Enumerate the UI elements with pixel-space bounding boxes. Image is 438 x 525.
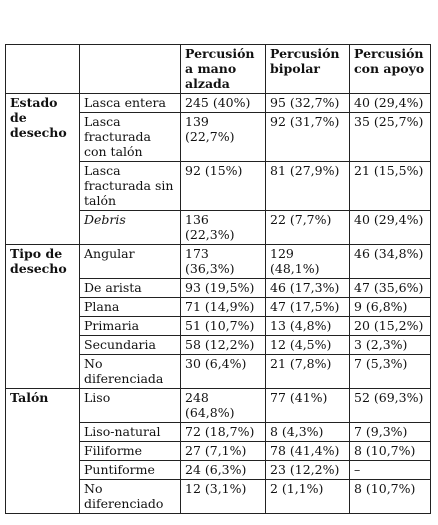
value-cell: 81 (27,9%) bbox=[266, 162, 350, 211]
value-cell: 8 (10,7%) bbox=[350, 480, 431, 514]
row-label: Debris bbox=[80, 211, 181, 245]
value-cell: 78 (41,4%) bbox=[266, 442, 350, 461]
row-label: No diferenciado bbox=[80, 480, 181, 514]
value-cell: 245 (40%) bbox=[181, 94, 266, 113]
value-cell: 93 (19,5%) bbox=[181, 279, 266, 298]
value-cell: 58 (12,2%) bbox=[181, 336, 266, 355]
value-cell: 95 (32,7%) bbox=[266, 94, 350, 113]
value-cell: 12 (3,1%) bbox=[181, 480, 266, 514]
value-cell: 77 (41%) bbox=[266, 389, 350, 423]
value-cell: 129 (48,1%) bbox=[266, 245, 350, 279]
value-cell: 7 (9,3%) bbox=[350, 423, 431, 442]
value-cell: 46 (17,3%) bbox=[266, 279, 350, 298]
row-label: Lasca fracturada con talón bbox=[80, 113, 181, 162]
row-label: Puntiforme bbox=[80, 461, 181, 480]
value-cell: 136 (22,3%) bbox=[181, 211, 266, 245]
row-label: Plana bbox=[80, 298, 181, 317]
value-cell: 92 (15%) bbox=[181, 162, 266, 211]
category-cell: Estado de desecho bbox=[6, 94, 80, 245]
value-cell: 30 (6,4%) bbox=[181, 355, 266, 389]
value-cell: 173 (36,3%) bbox=[181, 245, 266, 279]
data-table bbox=[5, 44, 431, 514]
category-cell: Tipo de desecho bbox=[6, 245, 80, 389]
category-cell: Talón bbox=[6, 389, 80, 514]
value-cell: 8 (4,3%) bbox=[266, 423, 350, 442]
value-cell: 35 (25,7%) bbox=[350, 113, 431, 162]
value-cell: 9 (6,8%) bbox=[350, 298, 431, 317]
row-label: Liso bbox=[80, 389, 181, 423]
value-cell: 13 (4,8%) bbox=[266, 317, 350, 336]
table-row bbox=[6, 245, 431, 279]
value-cell: 139 (22,7%) bbox=[181, 113, 266, 162]
value-cell: 8 (10,7%) bbox=[350, 442, 431, 461]
header-cell-blank-1 bbox=[6, 45, 80, 94]
value-cell: 248 (64,8%) bbox=[181, 389, 266, 423]
row-label: Primaria bbox=[80, 317, 181, 336]
value-cell: 23 (12,2%) bbox=[266, 461, 350, 480]
value-cell: 21 (15,5%) bbox=[350, 162, 431, 211]
value-cell: 12 (4,5%) bbox=[266, 336, 350, 355]
value-cell: 3 (2,3%) bbox=[350, 336, 431, 355]
header-cell-blank-2 bbox=[80, 45, 181, 94]
value-cell: – bbox=[350, 461, 431, 480]
row-label: Lasca fracturada sin talón bbox=[80, 162, 181, 211]
row-label: Filiforme bbox=[80, 442, 181, 461]
value-cell: 92 (31,7%) bbox=[266, 113, 350, 162]
header-cell-bipolar: Percusión bipolar bbox=[266, 45, 350, 94]
value-cell: 51 (10,7%) bbox=[181, 317, 266, 336]
value-cell: 2 (1,1%) bbox=[266, 480, 350, 514]
value-cell: 40 (29,4%) bbox=[350, 94, 431, 113]
value-cell: 40 (29,4%) bbox=[350, 211, 431, 245]
header-cell-mano-alzada: Percusión a mano alzada bbox=[181, 45, 266, 94]
value-cell: 22 (7,7%) bbox=[266, 211, 350, 245]
value-cell: 47 (35,6%) bbox=[350, 279, 431, 298]
row-label: Lasca entera bbox=[80, 94, 181, 113]
row-label: Secundaria bbox=[80, 336, 181, 355]
value-cell: 46 (34,8%) bbox=[350, 245, 431, 279]
row-label: Angular bbox=[80, 245, 181, 279]
value-cell: 24 (6,3%) bbox=[181, 461, 266, 480]
value-cell: 72 (18,7%) bbox=[181, 423, 266, 442]
header-cell-con-apoyo: Percusión con apoyo bbox=[350, 45, 431, 94]
value-cell: 47 (17,5%) bbox=[266, 298, 350, 317]
value-cell: 52 (69,3%) bbox=[350, 389, 431, 423]
header-row bbox=[6, 45, 431, 94]
value-cell: 20 (15,2%) bbox=[350, 317, 431, 336]
row-label: Liso-natural bbox=[80, 423, 181, 442]
table-row bbox=[6, 94, 431, 113]
value-cell: 71 (14,9%) bbox=[181, 298, 266, 317]
value-cell: 7 (5,3%) bbox=[350, 355, 431, 389]
table-row bbox=[6, 389, 431, 423]
row-label: De arista bbox=[80, 279, 181, 298]
value-cell: 21 (7,8%) bbox=[266, 355, 350, 389]
row-label: No diferenciada bbox=[80, 355, 181, 389]
value-cell: 27 (7,1%) bbox=[181, 442, 266, 461]
